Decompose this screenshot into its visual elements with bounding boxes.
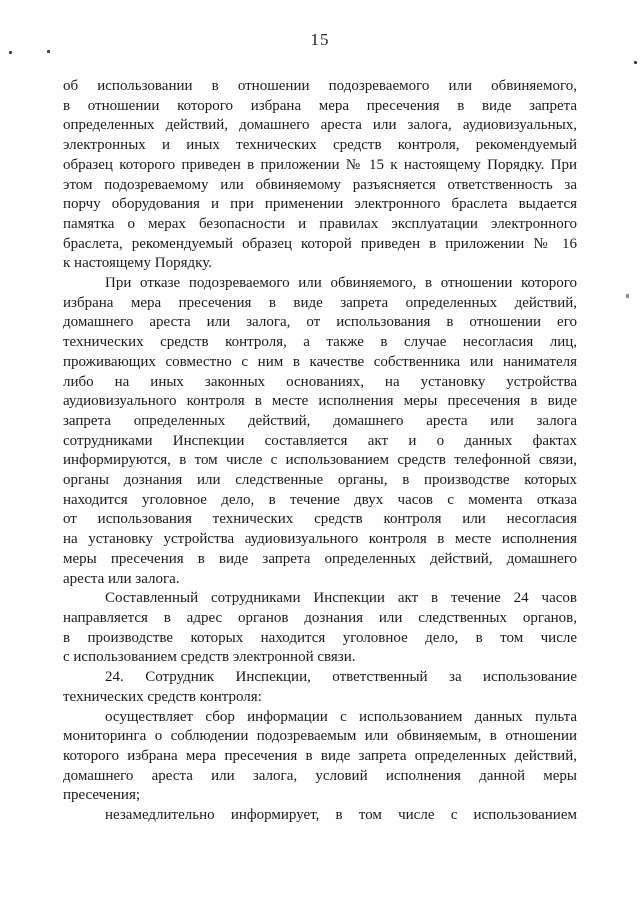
text-line: домашнего ареста или залога, от использования в отношении его [63,314,577,331]
scan-speck [9,51,12,54]
text-line: порчу оборудования и при применении электронного браслета выдается [63,196,577,213]
text-line: Составленный сотрудниками Инспекции акт в течение 24 часов [105,590,577,607]
text-line: ареста или залога. [63,570,180,587]
paragraph [63,589,577,668]
text-line: браслета, рекомендуемый образец которой приведен в приложении № 16 [63,235,577,252]
text-line: либо на иных законных основаниях, на установку устройства [63,373,577,390]
text-line: запрета определенных действий, домашнего ареста или залога [63,412,577,429]
text-line: технических средств контроля: [63,688,262,705]
text-line: находится уголовное дело, в течение двух часов с момента отказа [63,491,577,508]
text-line: меры пресечения в виде запрета определенных действий, домашнего [63,550,577,567]
text-line: домашнего ареста или залога, условий исполнения данной меры [63,767,577,784]
text-block [63,77,577,826]
text-line: от использования технических средств контроля или несогласия [63,511,577,528]
text-line: При отказе подозреваемого или обвиняемого, в отношении которого [105,275,577,292]
scan-speck [47,50,50,53]
text-line: проживающих совместно с ним в качестве собственника или нанимателя [63,353,577,370]
text-line: органы дознания или следственные органы, в производстве которых [63,472,577,489]
paragraph [63,708,577,807]
text-line: незамедлительно информирует, в том числе с использованием [105,807,577,824]
scan-speck [626,294,629,298]
text-line: мониторинга о соблюдении подозреваемым или обвиняемым, в отношении [63,728,577,745]
text-line: к настоящему Порядку. [63,255,212,272]
paragraph [63,806,577,826]
text-line: электронных и иных технических средств контроля, рекомендуемый [63,137,577,154]
text-line: избрана мера пресечения в виде запрета определенных действий, [63,294,577,311]
text-line: памятка о мерах безопасности и правилах эксплуатации электронного [63,215,577,232]
text-line: на установку устройства аудиовизуального контроля в месте исполнения [63,531,577,548]
text-line: 24. Сотрудник Инспекции, ответственный за использование [105,669,577,686]
text-line: пресечения; [63,787,141,804]
paragraph [63,274,577,589]
text-line: направляется в адрес органов дознания или следственных органов, [63,609,577,626]
page-number: 15 [310,30,330,49]
text-line: в производстве которых находится уголовное дело, в том числе [63,629,577,646]
text-line: образец которого приведен в приложении № 15 к настоящему Порядку. При [63,156,577,173]
text-line: которого избрана мера пресечения в виде запрета определенных действий, [63,747,577,764]
paragraph [63,77,577,274]
text-line: об использовании в отношении подозреваемого или обвиняемого, [63,78,577,94]
text-line: этом подозреваемому или обвиняемому разъясняется ответственность за [63,176,577,193]
text-line: сотрудниками Инспекции составляется акт и о данных фактах [63,432,577,449]
text-line: с использованием средств электронной связи. [63,649,356,666]
text-line: технических средств контроля, а также в случае несогласия лиц, [63,334,577,351]
text-line: в отношении которого избрана мера пресечения в виде запрета [63,97,577,114]
text-line: определенных действий, домашнего ареста или залога, аудиовизуальных, [63,117,577,134]
text-line: информируются, в том числе с использованием средств телефонной связи, [63,452,577,469]
scan-speck [634,61,637,64]
text-line: аудиовизуального контроля в месте исполнения меры пресечения в виде [63,393,577,410]
paragraph [63,668,577,707]
text-line: осуществляет сбор информации с использованием данных пульта [105,708,577,725]
